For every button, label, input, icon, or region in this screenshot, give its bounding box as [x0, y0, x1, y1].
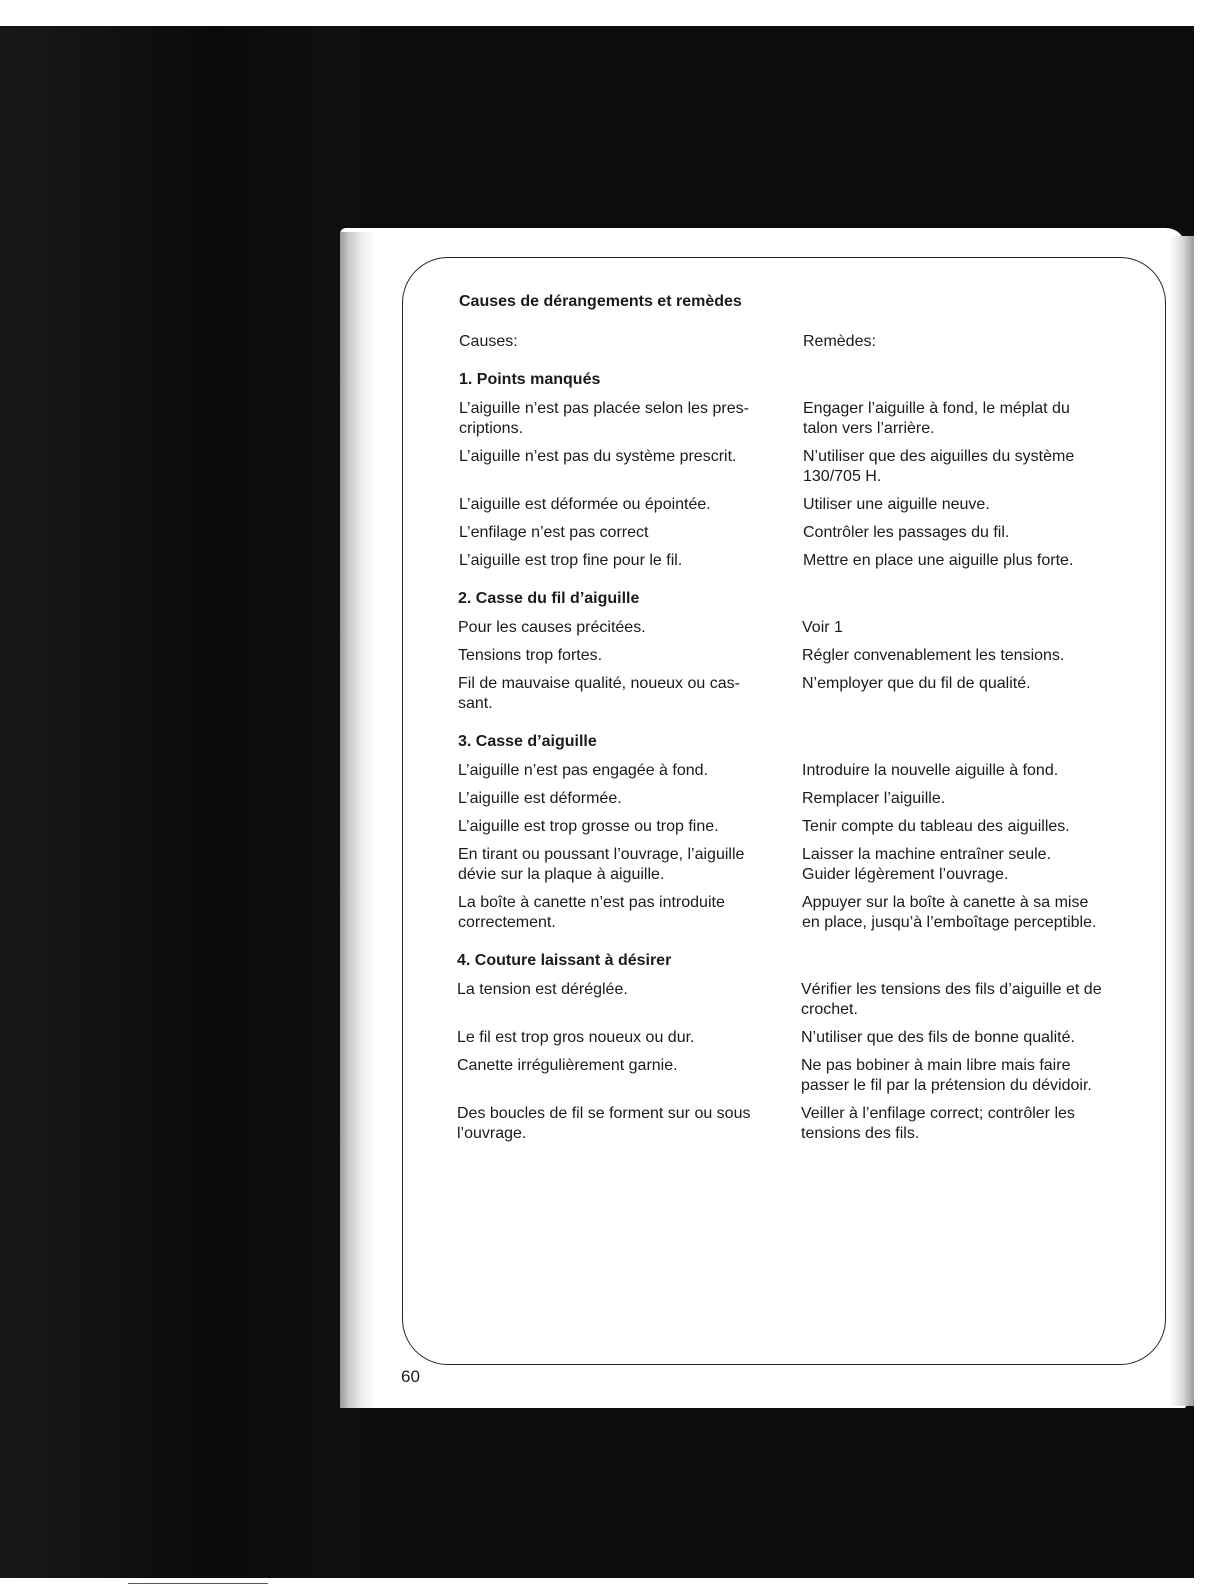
remede-line: Mettre en place une aiguille plus forte. [803, 552, 1074, 569]
cause-line: l’ouvrage. [457, 1125, 527, 1142]
cause-line: En tirant ou poussant l’ouvrage, l’aiguille [458, 846, 745, 863]
remede-line: Vérifier les tensions des fils d’aiguille et de [801, 981, 1102, 998]
page-title: Causes de dérangements et remèdes [459, 293, 742, 310]
remede-line: talon vers l’arrière. [803, 420, 935, 437]
page-stack-right-edge [1170, 236, 1194, 1406]
remedes-column-header: Remèdes: [803, 333, 876, 350]
cause-line: L’aiguille n’est pas placée selon les pres- [459, 400, 749, 417]
page-stack-left-edge [340, 232, 374, 1408]
remede-line: Ne pas bobiner à main libre mais faire [801, 1057, 1071, 1074]
cause-line: Fil de mauvaise qualité, noueux ou cas- [458, 675, 740, 692]
cause-line: Canette irrégulièrement garnie. [457, 1057, 678, 1074]
section-heading: 3. Casse d’aiguille [458, 733, 597, 750]
remede-line: N’utiliser que des fils de bonne qualité. [801, 1029, 1075, 1046]
remede-line: Guider légèrement l’ouvrage. [802, 866, 1009, 883]
book-binding-shadow [0, 26, 360, 1578]
remede-line: Remplacer l’aiguille. [802, 790, 946, 807]
remede-line: N’employer que du fil de qualité. [802, 675, 1031, 692]
remede-line: Voir 1 [802, 619, 843, 636]
cause-line: Le fil est trop gros noueux ou dur. [457, 1029, 695, 1046]
cause-line: La tension est déréglée. [457, 981, 628, 998]
remede-line: Veiller à l’enfilage correct; contrôler les [801, 1105, 1075, 1122]
remede-line: Contrôler les passages du fil. [803, 524, 1010, 541]
page-number: 60 [401, 1367, 420, 1386]
cause-line: correctement. [458, 914, 556, 931]
remede-line: en place, jusqu’à l’emboîtage perceptible. [802, 914, 1097, 931]
remede-line: Laisser la machine entraîner seule. [802, 846, 1052, 863]
cause-line: Des boucles de fil se forment sur ou sous [457, 1105, 751, 1122]
cause-line: L’aiguille est trop fine pour le fil. [459, 552, 683, 569]
cause-line: L’aiguille est déformée. [458, 790, 622, 807]
cause-line: Tensions trop fortes. [458, 647, 603, 664]
cause-line: La boîte à canette n’est pas introduite [458, 894, 725, 911]
section-heading: 1. Points manqués [459, 371, 601, 388]
remede-line: passer le fil par la prétension du dévidoir. [801, 1077, 1092, 1094]
cause-line: L’aiguille est déformée ou épointée. [459, 496, 711, 513]
cause-line: L’aiguille n’est pas engagée à fond. [458, 762, 708, 779]
cause-line: dévie sur la plaque à aiguille. [458, 866, 665, 883]
section-heading: 2. Casse du fil d’aiguille [458, 590, 640, 607]
cause-line: L’enfilage n’est pas correct [459, 524, 649, 541]
remede-line: Engager l’aiguille à fond, le méplat du [803, 400, 1070, 417]
cause-line: sant. [458, 695, 493, 712]
remede-line: Utiliser une aiguille neuve. [803, 496, 990, 513]
cause-line: Pour les causes précitées. [458, 619, 646, 636]
remede-line: Appuyer sur la boîte à canette à sa mise [802, 894, 1089, 911]
section-heading: 4. Couture laissant à désirer [457, 952, 672, 969]
remede-line: tensions des fils. [801, 1125, 920, 1142]
causes-column-header: Causes: [459, 333, 518, 350]
cause-line: L’aiguille est trop grosse ou trop fine. [458, 818, 719, 835]
cause-line: criptions. [459, 420, 524, 437]
remede-line: Régler convenablement les tensions. [802, 647, 1065, 664]
remede-line: Introduire la nouvelle aiguille à fond. [802, 762, 1059, 779]
remede-line: crochet. [801, 1001, 858, 1018]
cause-line: L’aiguille n’est pas du système prescrit. [459, 448, 737, 465]
remede-line: N’utiliser que des aiguilles du système [803, 448, 1075, 465]
remede-line: Tenir compte du tableau des aiguilles. [802, 818, 1070, 835]
remede-line: 130/705 H. [803, 468, 882, 485]
